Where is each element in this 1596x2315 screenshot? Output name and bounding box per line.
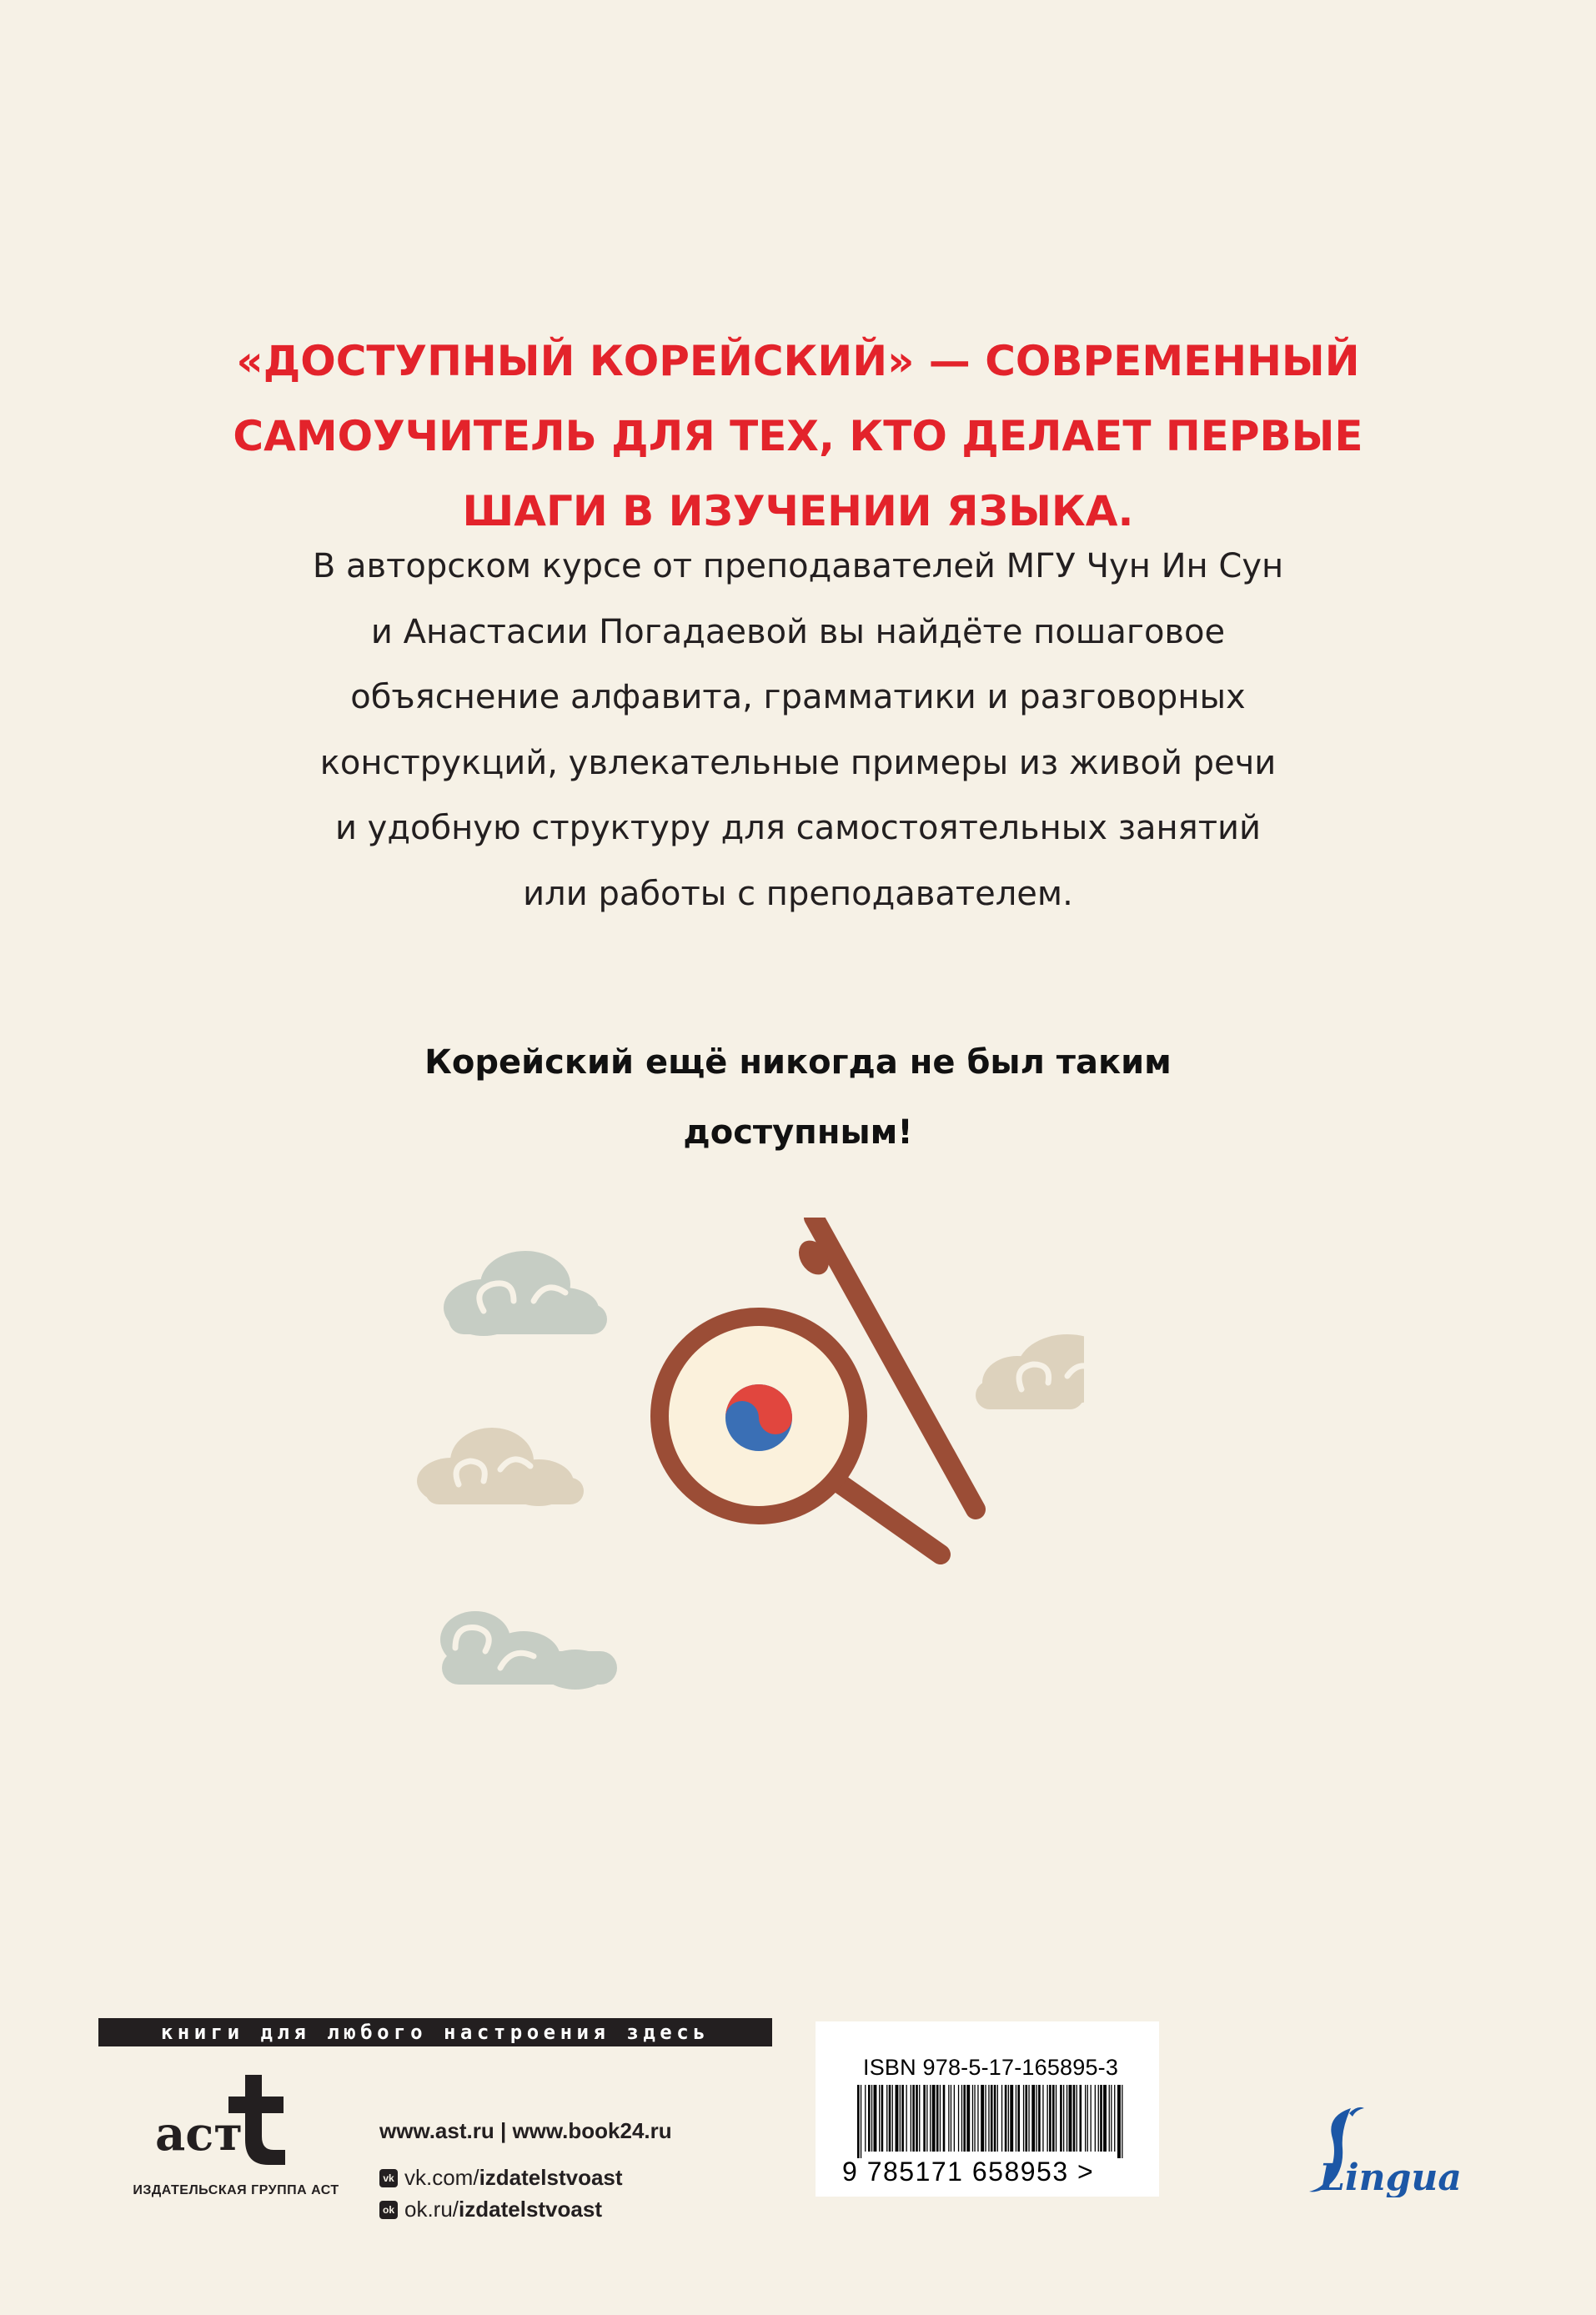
barcode-bar <box>1052 2085 1055 2152</box>
barcode-bar <box>958 2085 959 2152</box>
vk-prefix: vk.com/ <box>404 2165 479 2190</box>
barcode-bar <box>1095 2085 1096 2152</box>
barcode-bar <box>1111 2085 1112 2152</box>
barcode-bar <box>1047 2085 1048 2152</box>
barcode-bar <box>923 2085 926 2152</box>
barcode-digits: 9 785171 658953 > <box>842 2157 1095 2187</box>
barcode-bar <box>1109 2085 1110 2152</box>
vk-handle: izdatelstvoast <box>479 2165 623 2190</box>
barcode-bar <box>1069 2085 1072 2152</box>
barcode-bar <box>1005 2085 1007 2152</box>
barcode-bar <box>871 2085 872 2152</box>
barcode-bar <box>1036 2085 1037 2152</box>
barcode-bar <box>868 2085 871 2152</box>
headline-line: «ДОСТУПНЫЙ КОРЕЙСКИЙ» — СОВРЕМЕННЫЙ <box>236 337 1360 385</box>
barcode-bar <box>981 2085 984 2152</box>
barcode-bar <box>1060 2085 1062 2152</box>
taegeuk-icon <box>725 1384 792 1451</box>
barcode-bar <box>901 2085 904 2152</box>
barcode-bar <box>1117 2085 1121 2158</box>
barcode-bar <box>954 2085 955 2152</box>
barcode-bar <box>974 2085 975 2152</box>
description-line: и удобную структуру для самостоятельных занятий <box>334 809 1262 847</box>
barcode-bar <box>896 2085 899 2152</box>
slogan-line: доступным! <box>683 1113 913 1152</box>
barcode-bar <box>988 2085 989 2152</box>
barcode-bar <box>857 2085 860 2158</box>
barcode-bar <box>1114 2085 1115 2152</box>
barcode-bar <box>1049 2085 1051 2152</box>
cloud-icon <box>444 1251 607 1336</box>
description-line: конструкций, увлекательные примеры из живой речи <box>319 743 1277 782</box>
drum-illustration <box>400 1218 1084 1735</box>
barcode-bar <box>994 2085 996 2152</box>
barcode-bar <box>932 2085 936 2152</box>
barcode-bar <box>1031 2085 1035 2152</box>
drum-icon <box>650 1308 867 1524</box>
barcode-bar <box>991 2085 993 2152</box>
vk-link[interactable] <box>379 2165 623 2191</box>
barcode-bar <box>961 2085 962 2152</box>
barcode-bar <box>948 2085 949 2152</box>
barcode-bar <box>1017 2085 1020 2152</box>
description-line: и Анастасии Погадаевой вы найдёте пошаговое <box>370 612 1226 651</box>
barcode-bar <box>865 2085 866 2152</box>
headline-line: САМОУЧИТЕЛЬ ДЛЯ ТЕХ, КТО ДЕЛАЕТ ПЕРВЫЕ <box>233 412 1363 460</box>
barcode-bar <box>892 2085 893 2152</box>
ok-icon: ok <box>379 2201 398 2219</box>
barcode-bar <box>1026 2085 1028 2152</box>
publisher-group-label: ИЗДАТЕЛЬСКАЯ ГРУППА АСТ <box>133 2183 339 2197</box>
description-paragraph <box>167 534 1429 927</box>
description-line: объяснение алфавита, грамматики и разговорных <box>350 678 1246 716</box>
barcode-bar <box>1042 2085 1043 2152</box>
barcode-bar <box>1098 2085 1099 2152</box>
cloud-icon <box>440 1611 617 1690</box>
barcode-bar <box>1063 2085 1064 2152</box>
description-line: В авторском курсе от преподавателей МГУ Чун Ин Сун <box>312 547 1284 585</box>
barcode-bar <box>1008 2085 1009 2152</box>
barcode-bar <box>874 2085 877 2152</box>
ast-logo <box>147 2066 305 2167</box>
barcode-bar <box>1001 2085 1002 2152</box>
barcode-bar <box>1038 2085 1041 2152</box>
cloud-icon <box>976 1334 1084 1409</box>
barcode-bar <box>936 2085 939 2152</box>
slogan-line: Корейский ещё никогда не был таким <box>424 1043 1172 1082</box>
headline <box>167 324 1429 549</box>
websites-link[interactable]: www.ast.ru | www.book24.ru <box>379 2118 672 2143</box>
barcode-bar <box>900 2085 901 2152</box>
barcode-bar <box>1028 2085 1029 2152</box>
barcode-bar <box>943 2085 946 2152</box>
barcode-bar <box>963 2085 966 2152</box>
barcode-bar <box>930 2085 931 2152</box>
barcode-bar <box>926 2085 927 2152</box>
barcode-bar <box>966 2085 970 2152</box>
barcode-bar <box>977 2085 978 2152</box>
barcode-bar <box>997 2085 998 2152</box>
barcode-bar <box>906 2085 907 2152</box>
description-line: или работы с преподавателем. <box>523 874 1073 913</box>
cloud-icon <box>417 1428 584 1506</box>
lingua-logo-text: Lingua <box>1319 2157 1462 2197</box>
isbn-label: ISBN 978-5-17-165895-3 <box>863 2055 1119 2080</box>
barcode-bar <box>1100 2085 1102 2152</box>
barcode-bar <box>889 2085 891 2152</box>
barcode-panel <box>816 2021 1159 2197</box>
barcode-bar <box>1103 2085 1107 2152</box>
headline-line: ШАГИ В ИЗУЧЕНИИ ЯЗЫКА. <box>462 487 1134 535</box>
drum-handle <box>834 1479 941 1554</box>
barcode-bar <box>912 2085 915 2152</box>
barcode-bar <box>919 2085 920 2152</box>
barcode-bar <box>1073 2085 1076 2152</box>
vk-icon: vk <box>379 2169 398 2187</box>
barcode-bar <box>879 2085 880 2152</box>
barcode-bar <box>972 2085 973 2152</box>
tagline-banner: книги для любого настроения здесь <box>98 2018 772 2046</box>
barcode-icon <box>857 2085 1124 2158</box>
barcode-bar <box>985 2085 986 2152</box>
publisher-links <box>379 2118 746 2222</box>
barcode-bar <box>881 2085 884 2152</box>
barcode-bar <box>916 2085 918 2152</box>
barcode-bar <box>1085 2085 1086 2152</box>
ok-handle: izdatelstvoast <box>459 2197 602 2222</box>
ok-prefix: ok.ru/ <box>404 2197 459 2222</box>
slogan <box>167 1027 1429 1168</box>
barcode-bar <box>1080 2085 1082 2152</box>
barcode-bar <box>940 2085 941 2152</box>
barcode-bar <box>1087 2085 1088 2152</box>
barcode-bar <box>886 2085 887 2152</box>
barcode-bar <box>1091 2085 1092 2152</box>
ok-link[interactable] <box>379 2197 602 2222</box>
barcode-bar <box>1023 2085 1024 2152</box>
ast-logo-text: аст <box>155 2107 243 2162</box>
lingua-logo <box>1301 2102 1484 2197</box>
barcode-bar <box>1010 2085 1013 2152</box>
